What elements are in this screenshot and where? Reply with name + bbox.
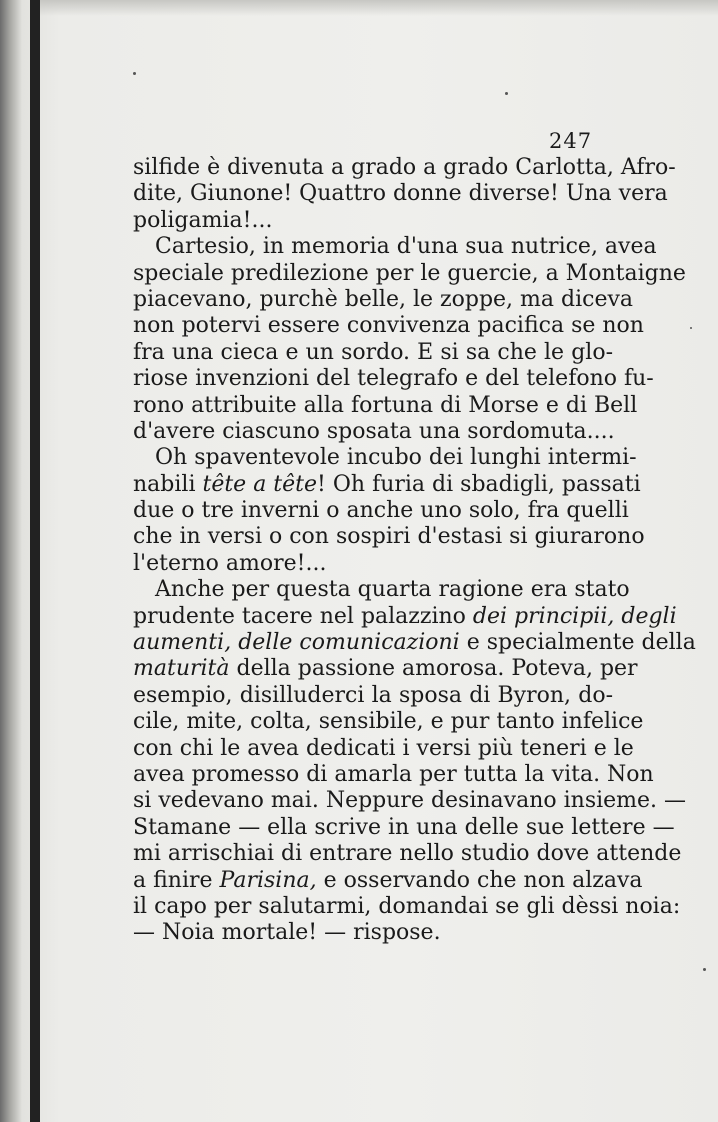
text-run: e specialmente della [459, 630, 696, 656]
text-line: poligamia!... [133, 207, 273, 233]
text-line: con chi le avea dedicati i versi più teneri e le [133, 735, 634, 761]
paragraph-start: Cartesio, in memoria d'una sua nutrice, avea [155, 234, 657, 260]
text-line [133, 471, 641, 498]
text-line: due o tre inverni o anche uno solo, fra quelli [133, 498, 629, 524]
paragraph-start: Anche per questa quarta ragione era stato [155, 577, 630, 603]
paper-speck [703, 968, 706, 971]
text-line: il capo per salutarmi, domandai se gli dèssi noia: [133, 893, 681, 919]
italic-phrase: Parisina, [219, 867, 317, 893]
text-run: della passione amorosa. Poteva, per [229, 656, 638, 682]
text-line: — Noia mortale! — rispose. [133, 920, 441, 946]
text-line: dite, Giunone! Quattro donne diverse! Una vera [133, 181, 668, 207]
text-line: riose invenzioni del telegrafo e del telefono fu- [133, 366, 654, 392]
page-number: 247 [549, 129, 593, 153]
text-line: rono attribuite alla fortuna di Morse e di Bell [133, 392, 638, 418]
text-line: esempio, disilluderci la sposa di Byron, do- [133, 682, 613, 708]
italic-phrase: tête a tête [202, 471, 318, 497]
italic-phrase: dei principii, degli [472, 603, 677, 629]
text-line: mi arrischiai di entrare nello studio dove attende [133, 841, 682, 867]
text-line: speciale predilezione per le guercie, a Montaigne [133, 260, 686, 286]
italic-phrase: aumenti, delle comunicazioni [133, 630, 460, 656]
text-line: piacevano, purchè belle, le zoppe, ma diceva [133, 286, 634, 312]
top-edge-shadow [40, 0, 718, 16]
text-line: l'eterno amore!... [133, 550, 327, 576]
gutter-shadow [0, 0, 22, 1122]
text-run: nabili [133, 471, 203, 497]
paragraph-start: Oh spaventevole incubo dei lunghi intermi- [155, 445, 637, 471]
text-line: d'avere ciascuno sposata una sordomuta.... [133, 418, 615, 444]
paper-speck [690, 327, 692, 329]
text-line: non potervi essere convivenza pacifica se non [133, 313, 644, 339]
paper-speck [505, 92, 508, 95]
text-line: si vedevano mai. Neppure desinavano insieme. — [133, 788, 687, 814]
text-line [133, 630, 696, 656]
text-line: silfide è divenuta a grado a grado Carlotta, Afro- [133, 155, 676, 180]
body-text [133, 155, 696, 947]
text-line: cile, mite, colta, sensibile, e pur tanto infelice [133, 709, 644, 735]
text-line: fra una cieca e un sordo. E si sa che le glo- [133, 339, 613, 365]
paper-speck [133, 72, 136, 75]
text-line: avea promesso di amarla per tutta la vita. Non [133, 761, 654, 787]
text-line [133, 867, 643, 894]
text-line: che in versi o con sospiri d'estasi si giurarono [133, 524, 645, 550]
text-run: a finire [133, 867, 220, 893]
italic-phrase: maturità [133, 656, 230, 682]
text-run: prudente tacere nel palazzino [133, 603, 473, 629]
text-run: ! Oh furia di sbadigli, passati [317, 471, 641, 497]
book-spine-edge [30, 0, 40, 1122]
text-run: e osservando che non alzava [316, 867, 643, 893]
text-line [133, 603, 677, 630]
text-line [133, 656, 638, 682]
text-line: Stamane — ella scrive in una delle sue lettere — [133, 814, 675, 840]
